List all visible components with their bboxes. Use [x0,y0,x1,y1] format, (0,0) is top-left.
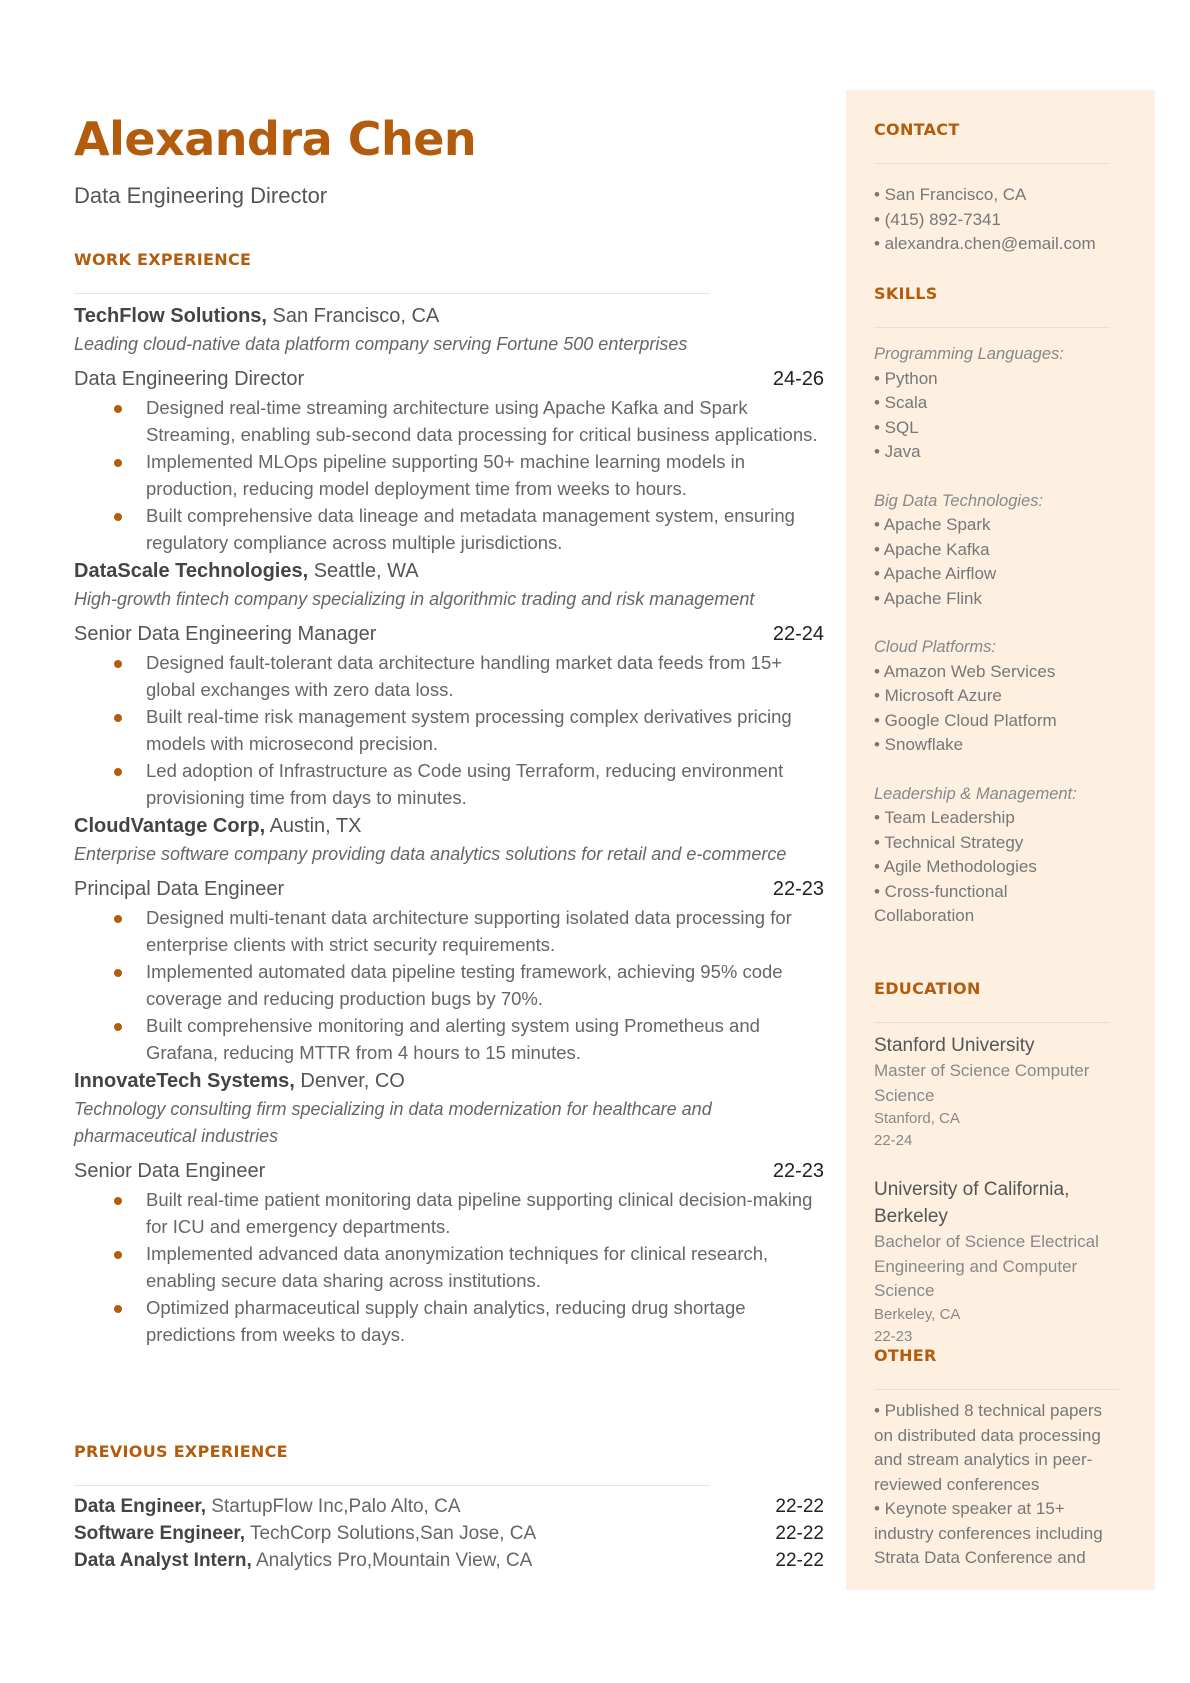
section-divider [874,1022,1110,1023]
bullet-dot-icon [114,969,122,977]
role-line [74,874,824,904]
skill-item: • Apache Kafka [874,539,990,559]
company-name: TechFlow Solutions, [74,305,267,327]
achievement-list [74,1186,824,1348]
bullet-dot-icon [114,1023,122,1031]
skill-item: • Apache Airflow [874,564,997,583]
skill-item: • Agile Methodologies [874,857,1037,876]
skills-list [874,342,1119,953]
section-divider [874,327,1110,328]
bullet-dot-icon [114,459,122,467]
other-item: • Published 8 technical papers on distributed data processing and stream analytics in peer-reviewed conferences [874,1401,1103,1494]
bullet-dot-icon [114,660,122,668]
previous-experience-list [74,1493,824,1574]
contact-phone: • (415) 892-7341 [874,209,1001,229]
education-entry [874,1032,1112,1152]
bullet-dot-icon [114,513,122,521]
company-description: High-growth fintech company specializing in algorithmic trading and risk management [74,589,755,609]
skill-item: • Google Cloud Platform [874,710,1057,730]
skill-item: • SQL [874,417,919,437]
contact-email: • alexandra.chen@email.com [874,234,1096,253]
bullet-dot-icon [114,1251,122,1259]
degree: Master of Science Computer Science [874,1061,1090,1105]
other-list [874,1399,1119,1571]
work-experience-list [74,301,824,1348]
education-heading: EDUCATION [874,979,981,998]
skill-item: • Amazon Web Services [874,661,1056,681]
achievement-item: Built real-time risk management system processing complex derivatives pricing models with microsecond precision. [74,703,824,757]
section-divider [874,1389,1119,1390]
previous-role-row: Data Analyst Intern, Analytics Pro,Mountain View, CA 22-22 [74,1550,824,1571]
skill-group [874,342,1119,465]
school-name: Stanford University [874,1035,1035,1056]
achievement-item: Designed fault-tolerant data architecture handling market data feeds from 15+ global exchanges with zero data loss. [74,649,824,703]
achievement-item: Built real-time patient monitoring data pipeline supporting clinical decision-making for ICU and emergency departments. [74,1186,824,1240]
achievement-list [74,904,824,1066]
role-dates: 22-23 [772,1160,824,1182]
achievement-list [74,394,824,556]
section-divider [874,163,1110,164]
role-line [74,364,824,394]
degree: Bachelor of Science Electrical Engineering and Computer Science [874,1232,1099,1300]
achievement-item: Designed real-time streaming architecture using Apache Kafka and Spark Streaming, enabling sub-second data processing for critical business applications. [74,394,824,448]
achievement-item: Implemented MLOps pipeline supporting 50+ machine learning models in production, reducing model deployment time from weeks to hours. [74,448,824,502]
company-location: Seattle, WA [308,560,419,582]
achievement-item: Built comprehensive monitoring and alerting system using Prometheus and Grafana, reducing MTTR from 4 hours to 15 minutes. [74,1012,824,1066]
skill-category: Cloud Platforms: [874,638,996,656]
bullet-dot-icon [114,1197,122,1205]
company-description: Enterprise software company providing data analytics solutions for retail and e-commerce [74,844,787,864]
role-title: Senior Data Engineering Manager [74,623,377,645]
company-description: Technology consulting firm specializing in data modernization for healthcare and pharmaceutical industries [74,1099,712,1146]
company-location: Denver, CO [294,1070,405,1092]
role-title: Senior Data Engineer [74,1160,266,1182]
contact-list [874,183,1119,257]
skill-item: • Microsoft Azure [874,686,1002,705]
education-list [874,1032,1112,1348]
role-dates: 22-23 [772,878,824,900]
company-line [74,556,824,586]
skill-item: • Java [874,442,921,461]
role-title: Data Engineering Director [74,368,305,390]
role-dates: 24-26 [772,368,824,390]
job-entry [74,301,824,556]
skills-heading: SKILLS [874,284,938,303]
skill-category: Leadership & Management: [874,784,1077,803]
work-experience-heading: WORK EXPERIENCE [74,250,252,269]
company-line [74,811,824,841]
bullet-dot-icon [114,768,122,776]
achievement-list [74,649,824,811]
company-name: DataScale Technologies, [74,560,309,582]
skill-item: • Cross-functional Collaboration [874,881,1008,925]
bullet-dot-icon [114,714,122,722]
school-location: Stanford, CA [874,1110,960,1127]
company-name: CloudVantage Corp, [74,815,266,837]
company-location: San Francisco, CA [266,305,440,327]
education-dates: 22-23 [874,1327,913,1345]
candidate-title: Data Engineering Director [74,183,328,208]
skill-group [874,489,1119,612]
skill-item: • Apache Spark [874,515,991,534]
other-item: • Keynote speaker at 15+ industry conferences including Strata Data Conference and [874,1499,1103,1567]
bullet-dot-icon [114,1305,122,1313]
role-dates: 22-24 [772,623,824,645]
achievement-item: Implemented advanced data anonymization techniques for clinical research, enabling secure data sharing across institutions. [74,1240,824,1294]
achievement-item: Designed multi-tenant data architecture supporting isolated data processing for enterprise clients with strict security requirements. [74,904,824,958]
role-title: Principal Data Engineer [74,878,285,900]
achievement-item: Built comprehensive data lineage and metadata management system, ensuring regulatory compliance across multiple jurisdictions. [74,502,824,556]
other-heading: OTHER [874,1346,937,1365]
job-entry [74,1066,824,1348]
company-name: InnovateTech Systems, [74,1070,295,1092]
contact-heading: CONTACT [874,120,960,139]
sidebar [846,90,1155,1590]
company-line [74,1066,824,1096]
section-divider [74,293,710,294]
bullet-dot-icon [114,405,122,413]
skill-item: • Team Leadership [874,808,1015,827]
skill-item: • Python [874,368,938,388]
job-entry [74,556,824,811]
bullet-dot-icon [114,915,122,923]
achievement-item: Implemented automated data pipeline testing framework, achieving 95% code coverage and reducing production bugs by 70%. [74,958,824,1012]
previous-experience-heading: PREVIOUS EXPERIENCE [74,1442,288,1461]
job-entry [74,811,824,1066]
school-name: University of California, Berkeley [874,1179,1070,1227]
section-divider [74,1485,710,1486]
skill-category: Programming Languages: [874,345,1064,363]
education-entry [874,1176,1112,1348]
achievement-item: Led adoption of Infrastructure as Code using Terraform, reducing environment provisioning time from days to minutes. [74,757,824,811]
skill-item: • Snowflake [874,735,964,754]
skill-item: • Apache Flink [874,588,983,608]
skill-category: Big Data Technologies: [874,491,1044,510]
skill-item: • Technical Strategy [874,832,1024,852]
company-description: Leading cloud-native data platform company serving Fortune 500 enterprises [74,334,688,354]
role-line [74,1156,824,1186]
school-location: Berkeley, CA [874,1305,961,1323]
education-dates: 22-24 [874,1132,913,1149]
company-line [74,301,824,331]
company-location: Austin, TX [265,815,362,837]
previous-role-row: Software Engineer, TechCorp Solutions,San Jose, CA 22-22 [74,1523,824,1544]
contact-location: • San Francisco, CA [874,185,1027,204]
candidate-name: Alexandra Chen [74,112,477,166]
role-line [74,619,824,649]
skill-group [874,782,1119,929]
previous-role-row: Data Engineer, StartupFlow Inc,Palo Alto, CA 22-22 [74,1496,824,1517]
skill-item: • Scala [874,393,928,412]
achievement-item: Optimized pharmaceutical supply chain analytics, reducing drug shortage predictions from weeks to days. [74,1294,824,1348]
skill-group [874,635,1119,758]
